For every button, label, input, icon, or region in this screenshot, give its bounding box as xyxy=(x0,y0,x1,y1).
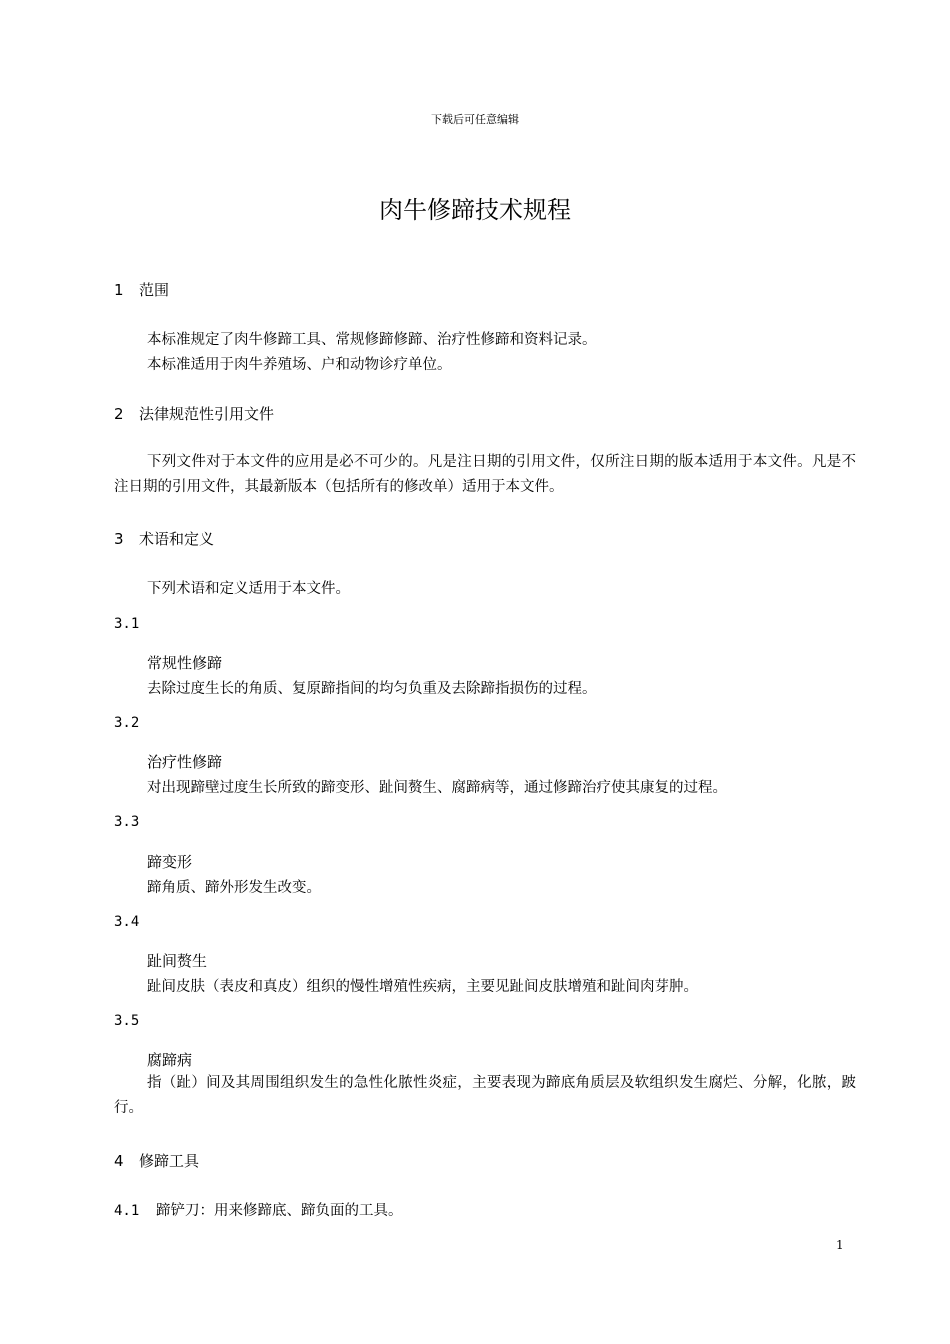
term-number: 3.3 xyxy=(114,814,140,830)
term-name: 治疗性修蹄 xyxy=(147,753,223,771)
term-name: 蹄变形 xyxy=(147,853,193,871)
section-title: 修蹄工具 xyxy=(139,1152,200,1170)
term-name: 腐蹄病 xyxy=(147,1051,193,1069)
section-number: 2 xyxy=(114,405,124,423)
term-definition: 去除过度生长的角质、复原蹄指间的均匀负重及去除蹄指损伤的过程。 xyxy=(147,681,597,697)
term-name: 常规性修蹄 xyxy=(147,654,223,672)
section-number: 1 xyxy=(114,281,124,299)
section-title: 术语和定义 xyxy=(139,530,215,548)
page-number: 1 xyxy=(836,1238,844,1252)
section-1-line-1: 本标准规定了肉牛修蹄工具、常规修蹄修蹄、治疗性修蹄和资料记录。 xyxy=(147,332,597,348)
section-2-heading xyxy=(114,403,274,424)
document-title: 肉牛修蹄技术规程 xyxy=(379,196,571,224)
section-3-heading xyxy=(114,528,214,549)
section-title: 范围 xyxy=(139,281,170,299)
term-definition: 指（趾）间及其周围组织发生的急性化脓性炎症，主要表现为蹄底角质层及软组织发生腐烂、分解，化脓，跛行。 xyxy=(114,1075,856,1116)
section-number: 4 xyxy=(114,1152,124,1170)
list-item-number: 4.1 xyxy=(114,1203,140,1219)
section-3-intro: 下列术语和定义适用于本文件。 xyxy=(147,581,350,597)
term-number: 3.5 xyxy=(114,1013,140,1029)
term-definition: 趾间皮肤（表皮和真皮）组织的慢性增殖性疾病，主要见趾间皮肤增殖和趾间肉芽肿。 xyxy=(147,979,698,995)
term-number: 3.4 xyxy=(114,914,140,930)
section-title: 法律规范性引用文件 xyxy=(139,405,275,423)
header-note: 下载后可任意编辑 xyxy=(431,113,519,126)
term-number: 3.1 xyxy=(114,616,140,632)
term-definition: 蹄角质、蹄外形发生改变。 xyxy=(147,880,321,896)
section-number: 3 xyxy=(114,530,124,548)
term-definition: 对出现蹄壁过度生长所致的蹄变形、趾间赘生、腐蹄病等，通过修蹄治疗使其康复的过程。 xyxy=(147,780,727,796)
section-1-heading xyxy=(114,279,169,300)
list-item xyxy=(114,1199,403,1220)
section-1-line-2: 本标准适用于肉牛养殖场、户和动物诊疗单位。 xyxy=(147,357,452,373)
section-2-paragraph: 下列文件对于本文件的应用是必不可少的。凡是注日期的引用文件，仅所注日期的版本适用于本文件。凡是不注日期的引用文件，其最新版本（包括所有的修改单）适用于本文件。 xyxy=(114,454,856,495)
term-number: 3.2 xyxy=(114,715,140,731)
section-4-heading xyxy=(114,1150,199,1171)
term-name: 趾间赘生 xyxy=(147,952,208,970)
list-item-text: 蹄铲刀：用来修蹄底、蹄负面的工具。 xyxy=(156,1203,403,1219)
